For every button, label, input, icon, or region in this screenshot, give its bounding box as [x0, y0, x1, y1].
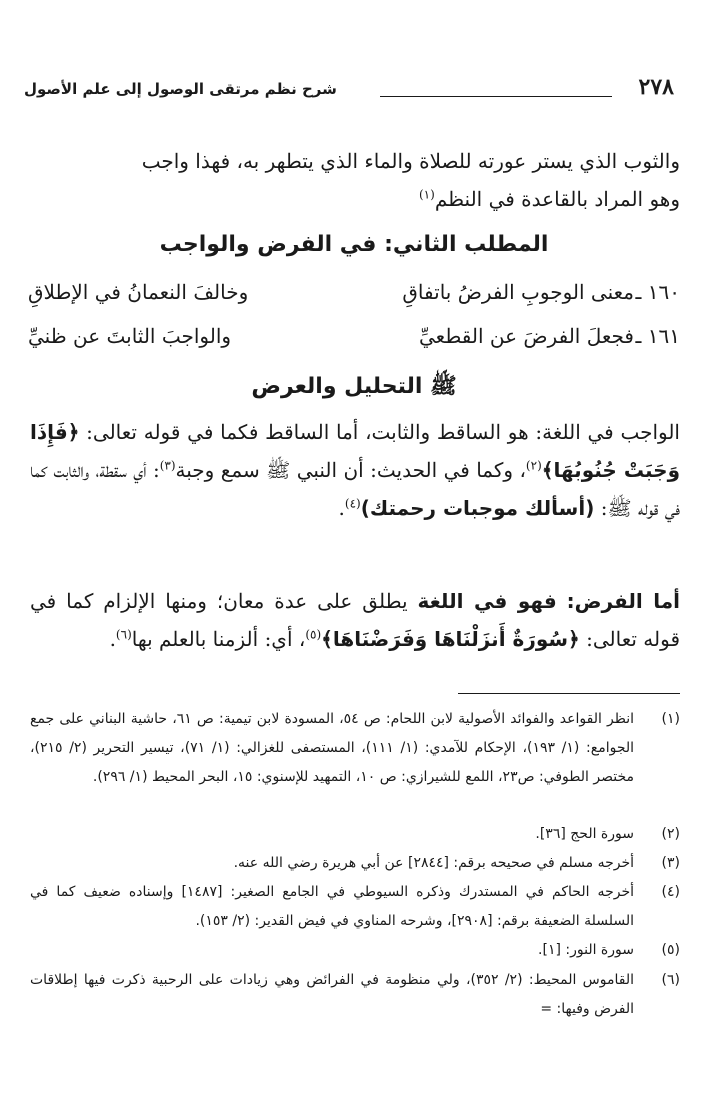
p3-text-2: ، أي: ألزمنا بالعلم بها: [131, 627, 306, 651]
p3-lead: أما الفرض:: [566, 589, 680, 613]
footnote-ref-2: (٢): [525, 458, 542, 473]
footnote-ref-1: (١): [418, 187, 435, 202]
footnote-5: [30, 936, 680, 965]
footnote-ref-5: (٥): [305, 627, 322, 642]
p3-text-3: .: [109, 627, 116, 651]
footnote-number: (٣): [661, 855, 680, 871]
running-title: شرح نظم مرتقى الوصول إلى علم الأصول: [24, 80, 337, 98]
quran-quote-1: ﴿فَإِذَا وَجَبَتْ جُنُوبُهَا﴾: [30, 420, 681, 482]
footnote-number: (١): [661, 711, 680, 727]
p2-text-3: : أي سقطة، والثابت كما في قوله ﷺ:: [30, 458, 680, 520]
verse-160: [28, 280, 680, 320]
p3-text-1: يطلق على عدة معان؛ ومنها الإلزام كما في قوله تعالى:: [30, 589, 680, 651]
footnote-text: سورة الحج [٣٦].: [535, 826, 634, 842]
verse-second-hemistich: والواجبَ الثابتَ عن ظنيِّ: [28, 324, 232, 348]
verse-number: ١٦١ ـ: [635, 324, 680, 348]
footnote-number: (٢): [661, 826, 680, 842]
footnote-ref-4: (٤): [344, 496, 361, 511]
footnote-number: (٦): [661, 972, 680, 988]
p1-line1: والثوب الذي يستر عورته للصلاة والماء الذي يتطهر به، فهذا واجب: [141, 149, 680, 173]
footnote-2: [30, 820, 680, 849]
footnote-ref-6: (٦): [115, 627, 132, 642]
footnote-4: [30, 878, 680, 936]
footnote-number: (٥): [661, 942, 680, 958]
header-rule: [380, 96, 612, 97]
p3-lead-2: فهو في اللغة: [417, 589, 557, 613]
quran-quote-2: ﴿سُورَةٌ أَنزَلْنَاهَا وَفَرَضْنَاهَا﴾: [321, 627, 580, 651]
footnote-separator: [458, 693, 680, 694]
page-header: [24, 74, 674, 114]
subsection-heading: ﷺ التحليل والعرض: [251, 374, 457, 399]
verse-161: [28, 324, 680, 364]
p2-text-4: .: [338, 496, 345, 520]
footnote-ref-3: (٣): [159, 458, 176, 473]
footnote-number: (٤): [661, 884, 680, 900]
verse-first-hemistich: معنى الوجوبِ الفرضُ باتفاقِ: [402, 280, 634, 304]
paragraph-3: [30, 582, 680, 658]
footnote-text: سورة النور: [١].: [538, 942, 634, 958]
p2-text-1: الواجب في اللغة: هو الساقط والثابت، أما الساقط فكما في قوله تعالى:: [79, 420, 680, 444]
section-heading: المطلب الثاني: في الفرض والواجب: [159, 232, 549, 257]
footnote-text: القاموس المحيط: (٢/ ٣٥٢)، ولي منظومة في الفرائض وهي زيادات على الرحبية ذكرت فيها إطلاقات الفرض وفيها: =: [30, 972, 635, 1017]
verse-second-hemistich: وخالفَ النعمانُ في الإطلاقِ: [28, 280, 249, 304]
verse-first-hemistich: فجعلَ الفرضَ عن القطعيِّ: [419, 324, 634, 348]
footnote-text: أخرجه الحاكم في المستدرك وذكره السيوطي في الجامع الصغير: [١٤٨٧] وإسناده ضعيف كما في السلسلة الضعيفة برقم: [٢٩٠٨]، وشرحه المناوي في فيض القدير: (٢/ ١٥٣).: [30, 884, 634, 929]
footnote-6: [30, 966, 680, 1024]
verse-number: ١٦٠ ـ: [635, 280, 680, 304]
footnote-3: [30, 849, 680, 878]
page-number: ٢٧٨: [638, 74, 674, 100]
p1-line2: وهو المراد بالقاعدة في النظم: [434, 187, 680, 211]
hadith-quote: (أسألك موجبات رحمتك): [360, 496, 595, 520]
footnote-1: [30, 705, 680, 792]
footnote-text: أخرجه مسلم في صحيحه برقم: [٢٨٤٤] عن أبي هريرة رضي الله عنه.: [233, 855, 634, 871]
paragraph-2: [30, 413, 680, 527]
footnote-text: انظر القواعد والفوائد الأصولية لابن اللحام: ص ٥٤، المسودة لابن تيمية: ص ٦١، حاشية البناني على جمع الجوامع: (١/ ١٩٣)، الإحكام للآمدي: (١/ ١١١)، المستصفى للغزالي: (١/ ٧١)، تيسير التحرير (٢/ ٢١٥)، مختصر الطوفي: ص٢٣، اللمع للشيرازي: ص ١٠، التمهيد للإسنوي: ١٥، البحر المحيط (١/ ٢٩٦).: [30, 711, 635, 785]
paragraph-1: [30, 142, 680, 218]
p2-text-2: ، وكما في الحديث: أن النبي ﷺ سمع وجبة: [175, 458, 526, 482]
